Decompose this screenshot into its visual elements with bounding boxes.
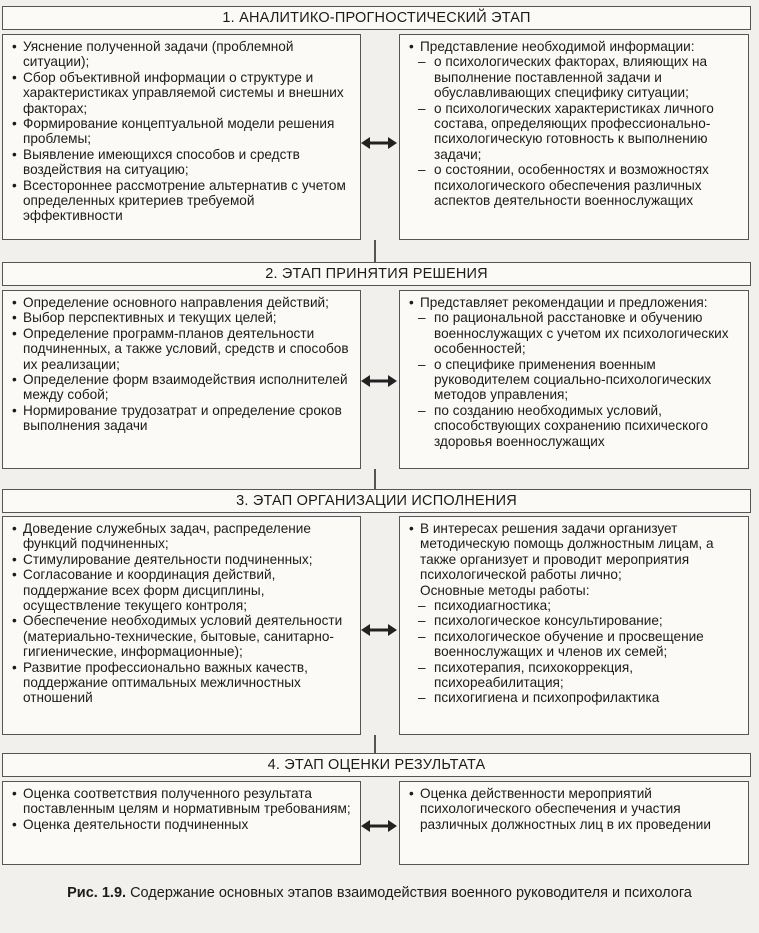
- list-item: • Формирование концептуальной модели решения проблемы;: [11, 116, 354, 147]
- list-item: • Всестороннее рассмотрение альтернатив с учетом определенных критериев требуемой эффективности: [11, 178, 354, 224]
- list-item: • Определение форм взаимодействия исполнителей между собой;: [11, 372, 354, 403]
- stage-3-psychologist-box: [399, 516, 749, 735]
- box-heading: • В интересах решения задачи организует методическую помощь должностным лицам, а также организует и проводит мероприятия психологической работы лично;: [408, 521, 742, 583]
- stage-2-leader-box: [2, 290, 361, 469]
- list-item: – по рациональной расстановке и обучению военнослужащих с учетом их психологических особенностей;: [408, 310, 742, 356]
- double-arrow-icon: [360, 135, 398, 151]
- stage-4-leader-box: [2, 781, 361, 865]
- list-item: – о психологических факторах, влияющих на выполнение поставленной задачи и обуславливающих специфику ситуации;: [408, 54, 742, 100]
- stage-connector: [374, 469, 376, 489]
- double-arrow-icon: [360, 818, 398, 834]
- list-item: • Выбор перспективных и текущих целей;: [11, 310, 354, 325]
- list-item: • Нормирование трудозатрат и определение сроков выполнения задачи: [11, 403, 354, 434]
- list-item: • Согласование и координация действий, поддержание всех форм дисциплины, осуществление текущего контроля;: [11, 567, 354, 613]
- list-item: • Оценка деятельности подчиненных: [11, 817, 354, 832]
- box-heading: • Представление необходимой информации:: [408, 39, 742, 54]
- stage-4-psychologist-box: [399, 781, 749, 865]
- list-item: • Оценка соответствия полученного результата поставленным целям и нормативным требованиям;: [11, 786, 354, 817]
- list-item: • Развитие профессионально важных качеств, поддержание оптимальных межличностных отношений: [11, 660, 354, 706]
- figure-caption-text: Содержание основных этапов взаимодействия военного руководителя и психолога: [130, 885, 692, 901]
- list-item: • Стимулирование деятельности подчиненных;: [11, 552, 354, 567]
- double-arrow-icon: [360, 373, 398, 389]
- list-item: • Сбор объективной информации о структуре и характеристиках управляемой системы и внешних факторах;: [11, 70, 354, 116]
- stage-1-title: 1. АНАЛИТИКО-ПРОГНОСТИЧЕСКИЙ ЭТАП: [2, 6, 751, 30]
- list-item: • Доведение служебных задач, распределение функций подчиненных;: [11, 521, 354, 552]
- list-item: – психологическое консультирование;: [408, 613, 742, 628]
- list-item: • Обеспечение необходимых условий деятельности (материально-технические, бытовые, санитарно-гигиенические, информационные);: [11, 613, 354, 659]
- list-item: – о психологических характеристиках личного состава, определяющих профессионально-психологическую готовность к выполнению задачи;: [408, 101, 742, 163]
- stage-1-leader-box: [2, 34, 361, 240]
- list-item: – психотерапия, психокоррекция, психореабилитация;: [408, 660, 742, 691]
- box-heading: • Оценка действенности мероприятий психологического обеспечения и участия различных должностных лиц в их проведении: [408, 786, 742, 832]
- stage-connector: [374, 735, 376, 753]
- stage-connector: [374, 240, 376, 262]
- double-arrow-icon: [360, 622, 398, 638]
- stage-3-leader-box: [2, 516, 361, 735]
- stage-4-title: 4. ЭТАП ОЦЕНКИ РЕЗУЛЬТАТА: [2, 753, 751, 777]
- list-item: – о состоянии, особенностях и возможностях психологического обеспечения различных аспектов деятельности военнослужащих: [408, 162, 742, 208]
- stage-3-title: 3. ЭТАП ОРГАНИЗАЦИИ ИСПОЛНЕНИЯ: [2, 489, 751, 513]
- stage-2-title: 2. ЭТАП ПРИНЯТИЯ РЕШЕНИЯ: [2, 262, 751, 286]
- list-item: – по созданию необходимых условий, способствующих сохранению психического здоровья военнослужащих: [408, 403, 742, 449]
- figure-label: Рис. 1.9.: [67, 885, 127, 901]
- box-heading: • Представляет рекомендации и предложения:: [408, 295, 742, 310]
- stage-2-psychologist-box: [399, 290, 749, 469]
- list-item: – психологическое обучение и просвещение военнослужащих и членов их семей;: [408, 629, 742, 660]
- list-item: • Выявление имеющихся способов и средств воздействия на ситуацию;: [11, 147, 354, 178]
- list-item: • Уяснение полученной задачи (проблемной ситуации);: [11, 39, 354, 70]
- list-item: – психогигиена и психопрофилактика: [408, 690, 742, 705]
- list-item: – о специфике применения военным руководителем социально-психологических методов управления;: [408, 357, 742, 403]
- list-item: • Определение программ-планов деятельности подчиненных, а также условий, средств и способов их реализации;: [11, 326, 354, 372]
- list-item: – психодиагностика;: [408, 598, 742, 613]
- figure-caption: [0, 884, 759, 902]
- list-item: • Определение основного направления действий;: [11, 295, 354, 310]
- methods-heading: Основные методы работы:: [420, 582, 590, 598]
- stage-1-psychologist-box: [399, 34, 749, 240]
